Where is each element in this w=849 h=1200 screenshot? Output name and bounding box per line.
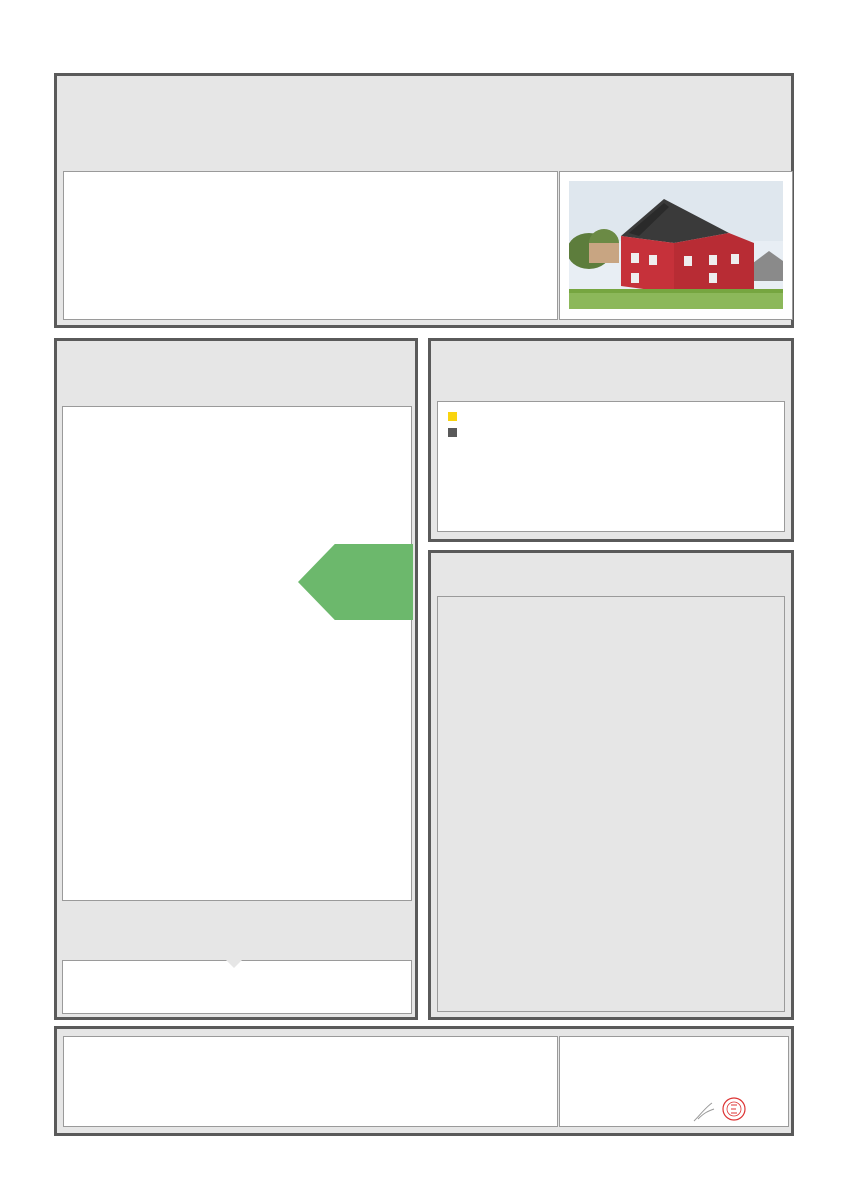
indicators-panel	[428, 550, 794, 1020]
building-photo	[569, 181, 783, 309]
certificate-info	[559, 1036, 789, 1127]
requirement-pointer	[222, 956, 246, 968]
class-scale	[62, 406, 412, 901]
requirement-box	[62, 904, 412, 1014]
legend-item-environment	[448, 412, 462, 422]
result-class-arrow	[298, 544, 413, 620]
signature-stamp	[690, 1095, 750, 1125]
footer-panel	[54, 1026, 794, 1136]
distribution-pie-chart	[657, 409, 757, 509]
indicators-table	[437, 596, 785, 1012]
building-photo-frame	[559, 171, 793, 320]
building-info	[63, 171, 558, 320]
distribution-panel	[428, 338, 794, 542]
legend-swatch-environment	[448, 412, 457, 421]
distribution-chart-box	[437, 401, 785, 532]
requirement-value	[62, 960, 412, 1014]
legend-swatch-electricity	[448, 428, 457, 437]
requirement-heading	[62, 904, 412, 956]
classification-panel	[54, 338, 418, 1020]
specialist-info	[63, 1036, 558, 1127]
legend-item-electricity	[448, 428, 462, 438]
header-panel	[54, 73, 794, 328]
